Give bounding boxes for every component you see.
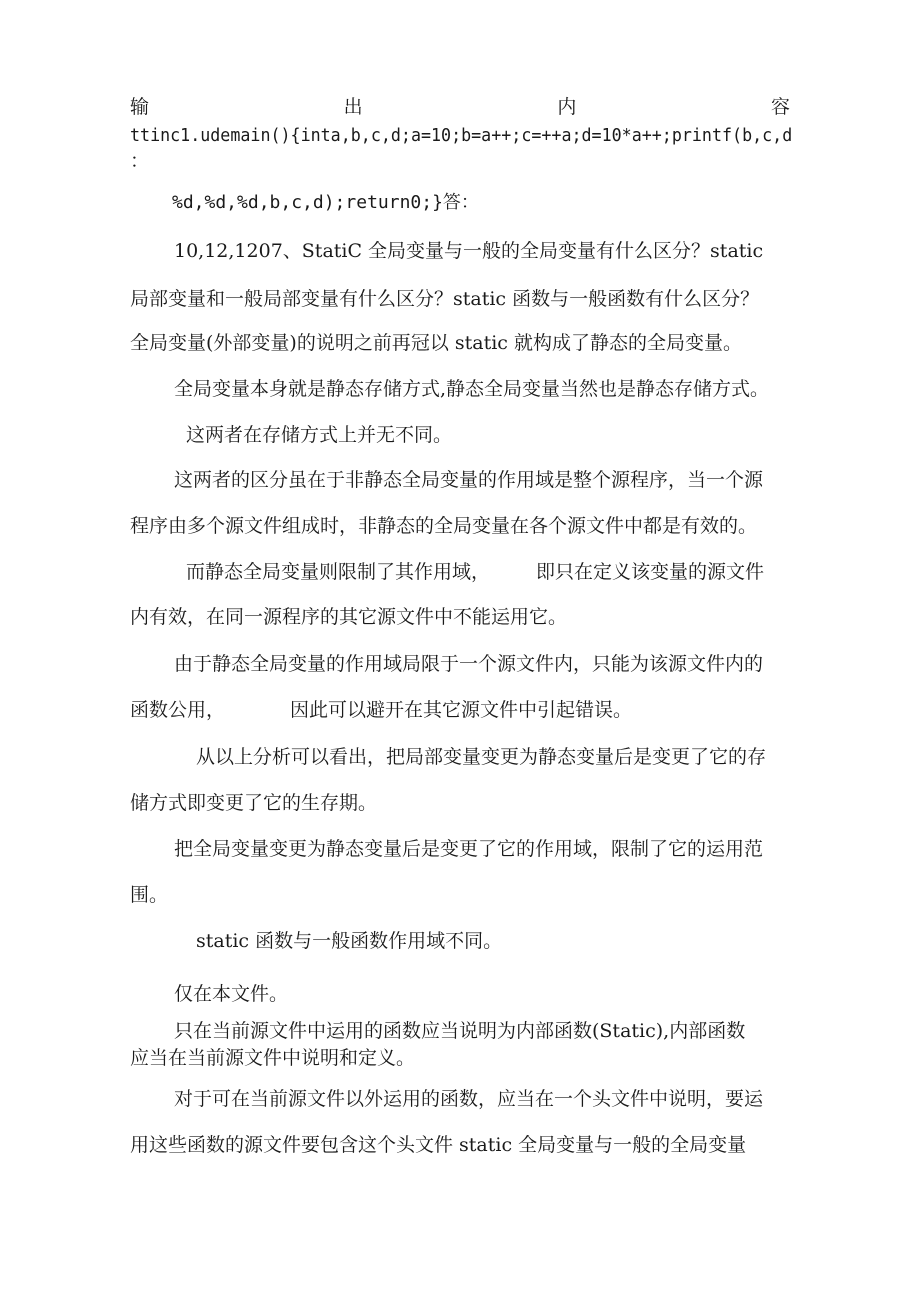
paragraph-line: 应当在当前源文件中说明和定义。 [130,1047,416,1069]
paragraph-line: 围。 [130,884,169,906]
heading-char: 内 [557,96,577,118]
paragraph-line: 局部变量和一般局部变量有什么区分？static 函数与一般函数有什么区分？ [130,288,760,310]
paragraph-line: static 函数与一般函数作用域不同。 [196,930,503,952]
paragraph-line: 储方式即变更了它的生存期。 [130,792,378,814]
paragraph-line: 用这些函数的源文件要包含这个头文件 static 全局变量与一般的全局变量 [130,1134,747,1156]
paragraph-line: 因此可以避开在其它源文件中引起错误。 [290,699,633,721]
heading-char: 输 [130,96,150,118]
paragraph-line: 从以上分析可以看出，把局部变量变更为静态变量后是变更了它的存 [196,746,767,768]
paragraph-line: 对于可在当前源文件以外运用的函数，应当在一个头文件中说明，要运 [174,1088,764,1110]
code-line-continued: %d,%d,%d,b,c,d);return0;}答： [172,192,479,213]
heading-char: 容 [770,96,790,118]
paragraph-line: 由于静态全局变量的作用域局限于一个源文件内，只能为该源文件内的 [174,653,764,675]
paragraph-line: 而静态全局变量则限制了其作用域， [186,561,491,583]
paragraph-line: 程序由多个源文件组成时，非静态的全局变量在各个源文件中都是有效的。 [130,515,758,537]
paragraph-line: 全局变量(外部变量)的说明之前再冠以 static 就构成了静态的全局变量。 [130,332,742,354]
paragraph-line: 内有效，在同一源程序的其它源文件中不能运用它。 [130,606,568,628]
paragraph-line: 即只在定义该变量的源文件 [536,561,765,583]
paragraph-line: 函数公用， [130,699,226,721]
paragraph-line: 只在当前源文件中运用的函数应当说明为内部函数(Static),内部函数 [174,1020,746,1042]
heading-output-content [130,98,790,117]
code-line: ttinc1.udemain(){inta,b,c,d;a=10;b=a++;c=++a;d=10*a++;printf(b,c,d [130,125,793,146]
paragraph-line: 全局变量本身就是静态存储方式,静态全局变量当然也是静态存储方式。 [174,378,770,400]
code-line-colon: ： [130,150,150,172]
paragraph-line: 这两者在存储方式上并无不同。 [186,424,453,446]
paragraph-line: 仅在本文件。 [174,983,289,1005]
paragraph-line: 把全局变量变更为静态变量后是变更了它的作用域，限制了它的运用范 [174,838,764,860]
paragraph-line: 这两者的区分虽在于非静态全局变量的作用域是整个源程序，当一个源 [174,469,764,491]
heading-char: 出 [343,96,363,118]
paragraph-line: 10,12,1207、StatiC 全局变量与一般的全局变量有什么区分？static [174,240,764,262]
